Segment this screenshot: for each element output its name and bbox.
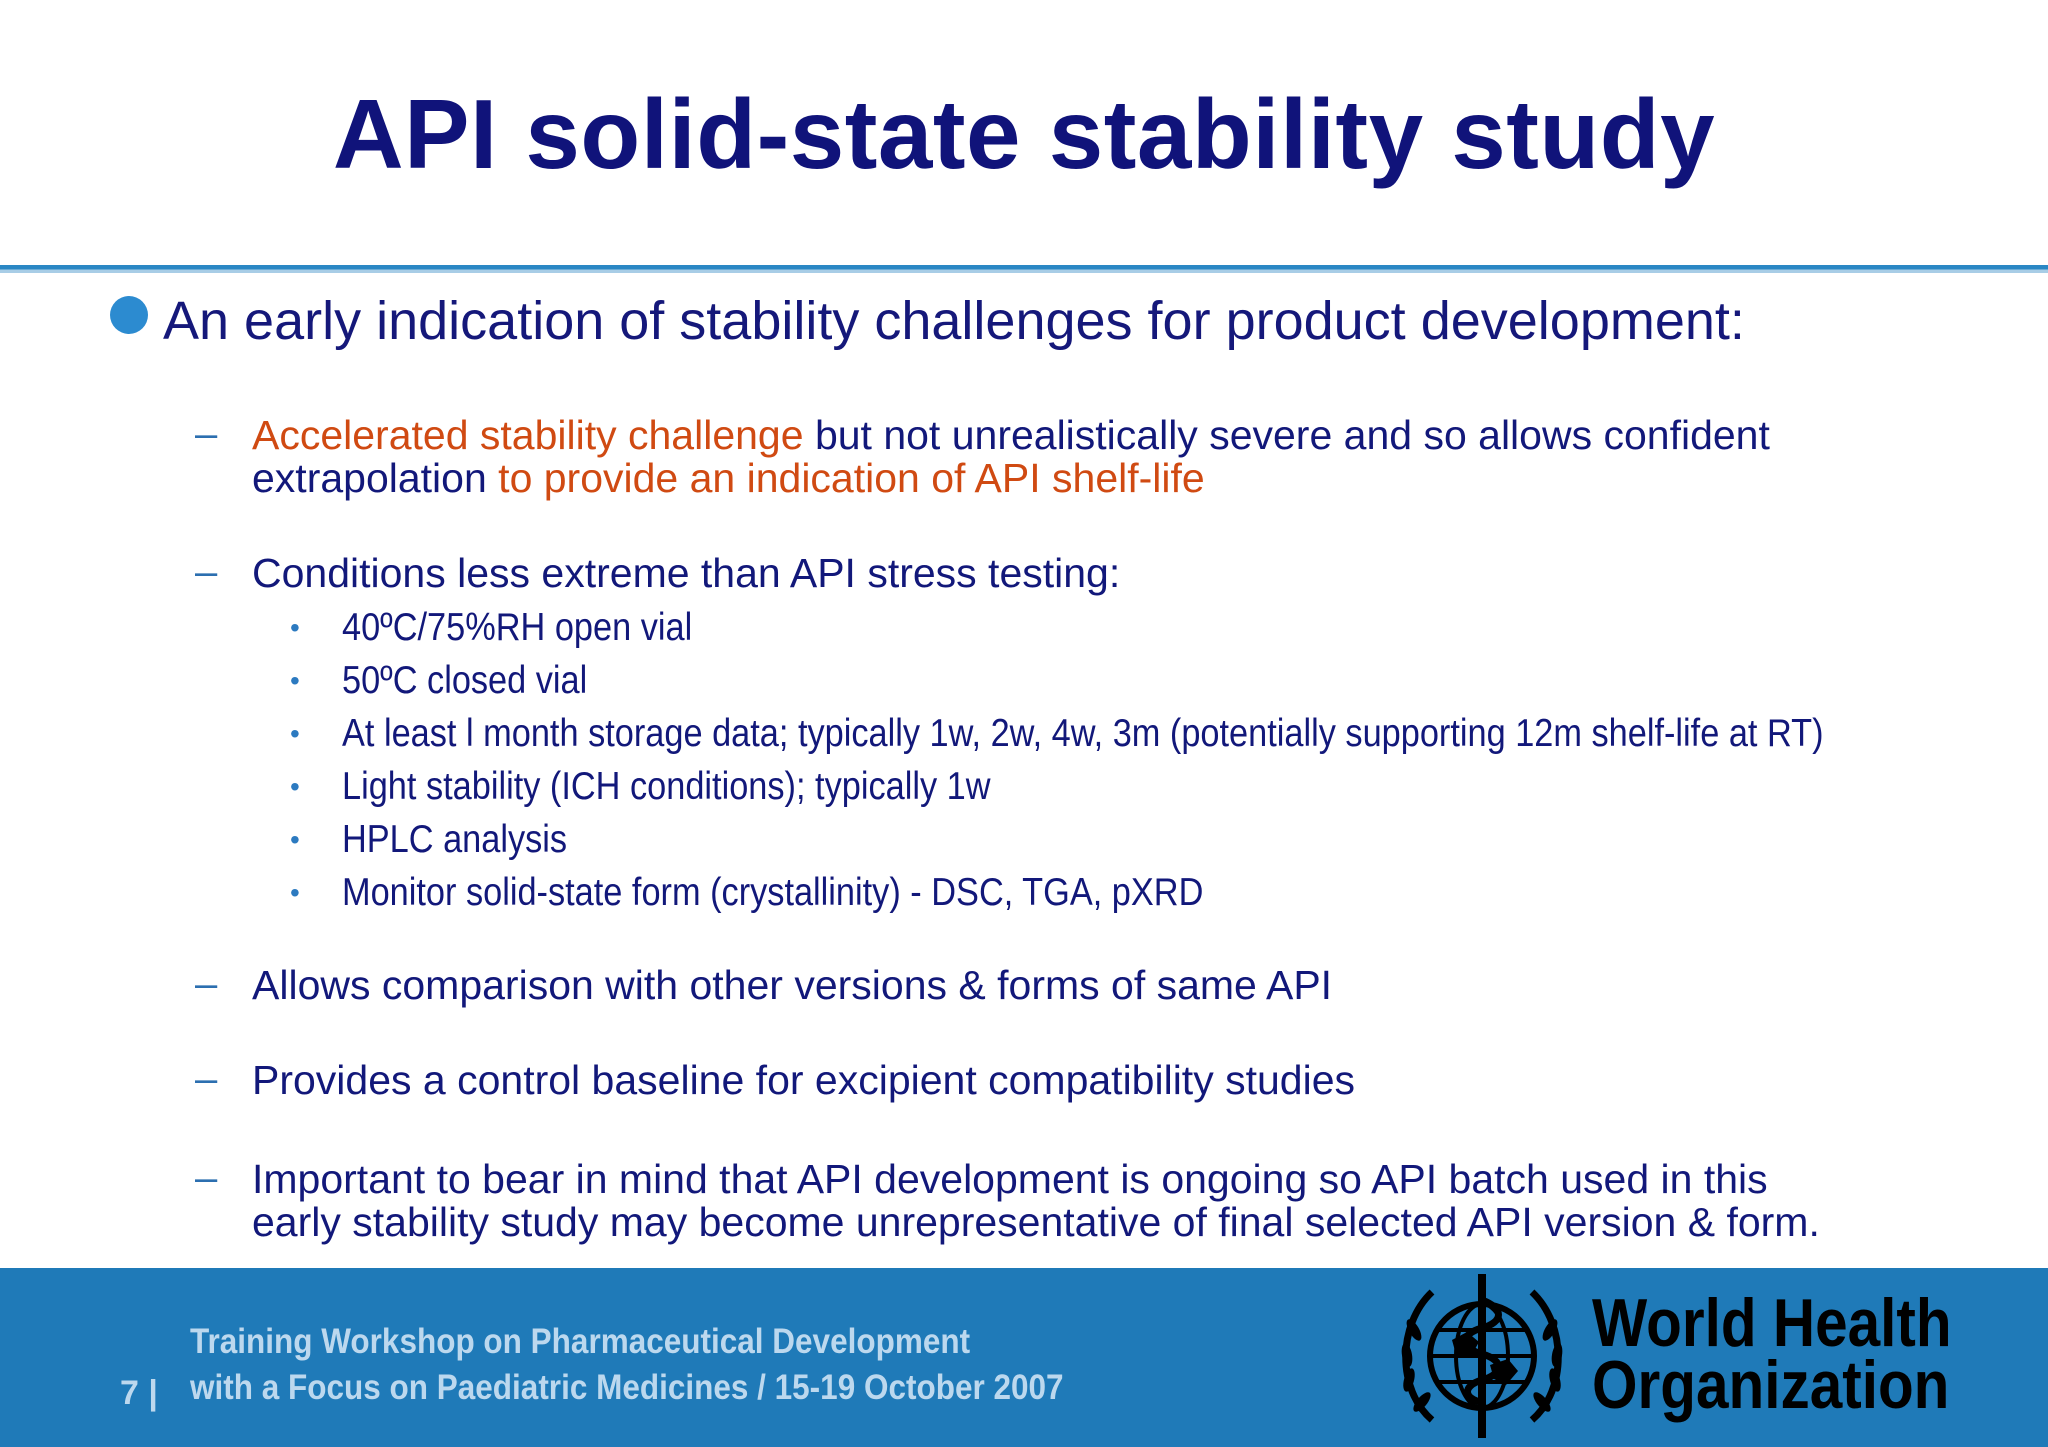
highlight-text: Accelerated stability challenge (252, 412, 804, 458)
point-important-line2: early stability study may become unrepresentative of final selected API version & form. (252, 1199, 1820, 1245)
body-text: extrapolation (252, 455, 487, 501)
who-emblem-icon (1392, 1270, 1572, 1442)
dash-marker: – (195, 1057, 218, 1101)
point-accelerated-line2 (252, 457, 1205, 500)
main-bullet-text: An early indication of stability challenges for product development: (163, 291, 1745, 351)
condition-item: Monitor solid-state form (crystallinity) - DSC, TGA, pXRD (342, 871, 1204, 914)
point-accelerated-line1 (252, 414, 1770, 457)
condition-item: 40ºC/75%RH open vial (342, 606, 693, 649)
dot-marker: • (290, 771, 300, 802)
dash-marker: – (195, 1156, 218, 1200)
point-conditions: Conditions less extreme than API stress testing: (252, 550, 1121, 596)
highlight-text: to provide an indication of API shelf-life (486, 455, 1205, 501)
condition-item: At least l month storage data; typically 1w, 2w, 4w, 3m (potentially supporting 12m shelf-life at RT) (342, 712, 1824, 755)
org-name-line1: World Health (1592, 1285, 1952, 1361)
dot-marker: • (290, 824, 300, 855)
dot-marker: • (290, 877, 300, 908)
dot-marker: • (290, 612, 300, 643)
point-important-line1: Important to bear in mind that API development is ongoing so API batch used in this (252, 1156, 1768, 1202)
point-comparison: Allows comparison with other versions & forms of same API (252, 962, 1333, 1008)
dash-marker: – (195, 962, 218, 1006)
footer-workshop-line1: Training Workshop on Pharmaceutical Development (190, 1322, 971, 1361)
body-text: but not unrealistically severe and so allows confident (803, 412, 1770, 458)
dot-marker: • (290, 718, 300, 749)
point-baseline: Provides a control baseline for excipient compatibility studies (252, 1057, 1355, 1103)
dash-marker: – (195, 412, 218, 456)
page-number: 7 | (120, 1374, 158, 1412)
condition-item: Light stability (ICH conditions); typically 1w (342, 765, 991, 808)
title-divider (0, 265, 2048, 273)
dot-marker: • (290, 665, 300, 696)
slide-title: API solid-state stability study (332, 79, 1716, 189)
condition-item: 50ºC closed vial (342, 659, 588, 702)
org-name-line2: Organization (1592, 1347, 1950, 1423)
main-bullet-dot (110, 296, 148, 334)
footer-workshop-line2: with a Focus on Paediatric Medicines / 15-19 October 2007 (190, 1368, 1064, 1407)
dash-marker: – (195, 550, 218, 594)
condition-item: HPLC analysis (342, 818, 568, 861)
